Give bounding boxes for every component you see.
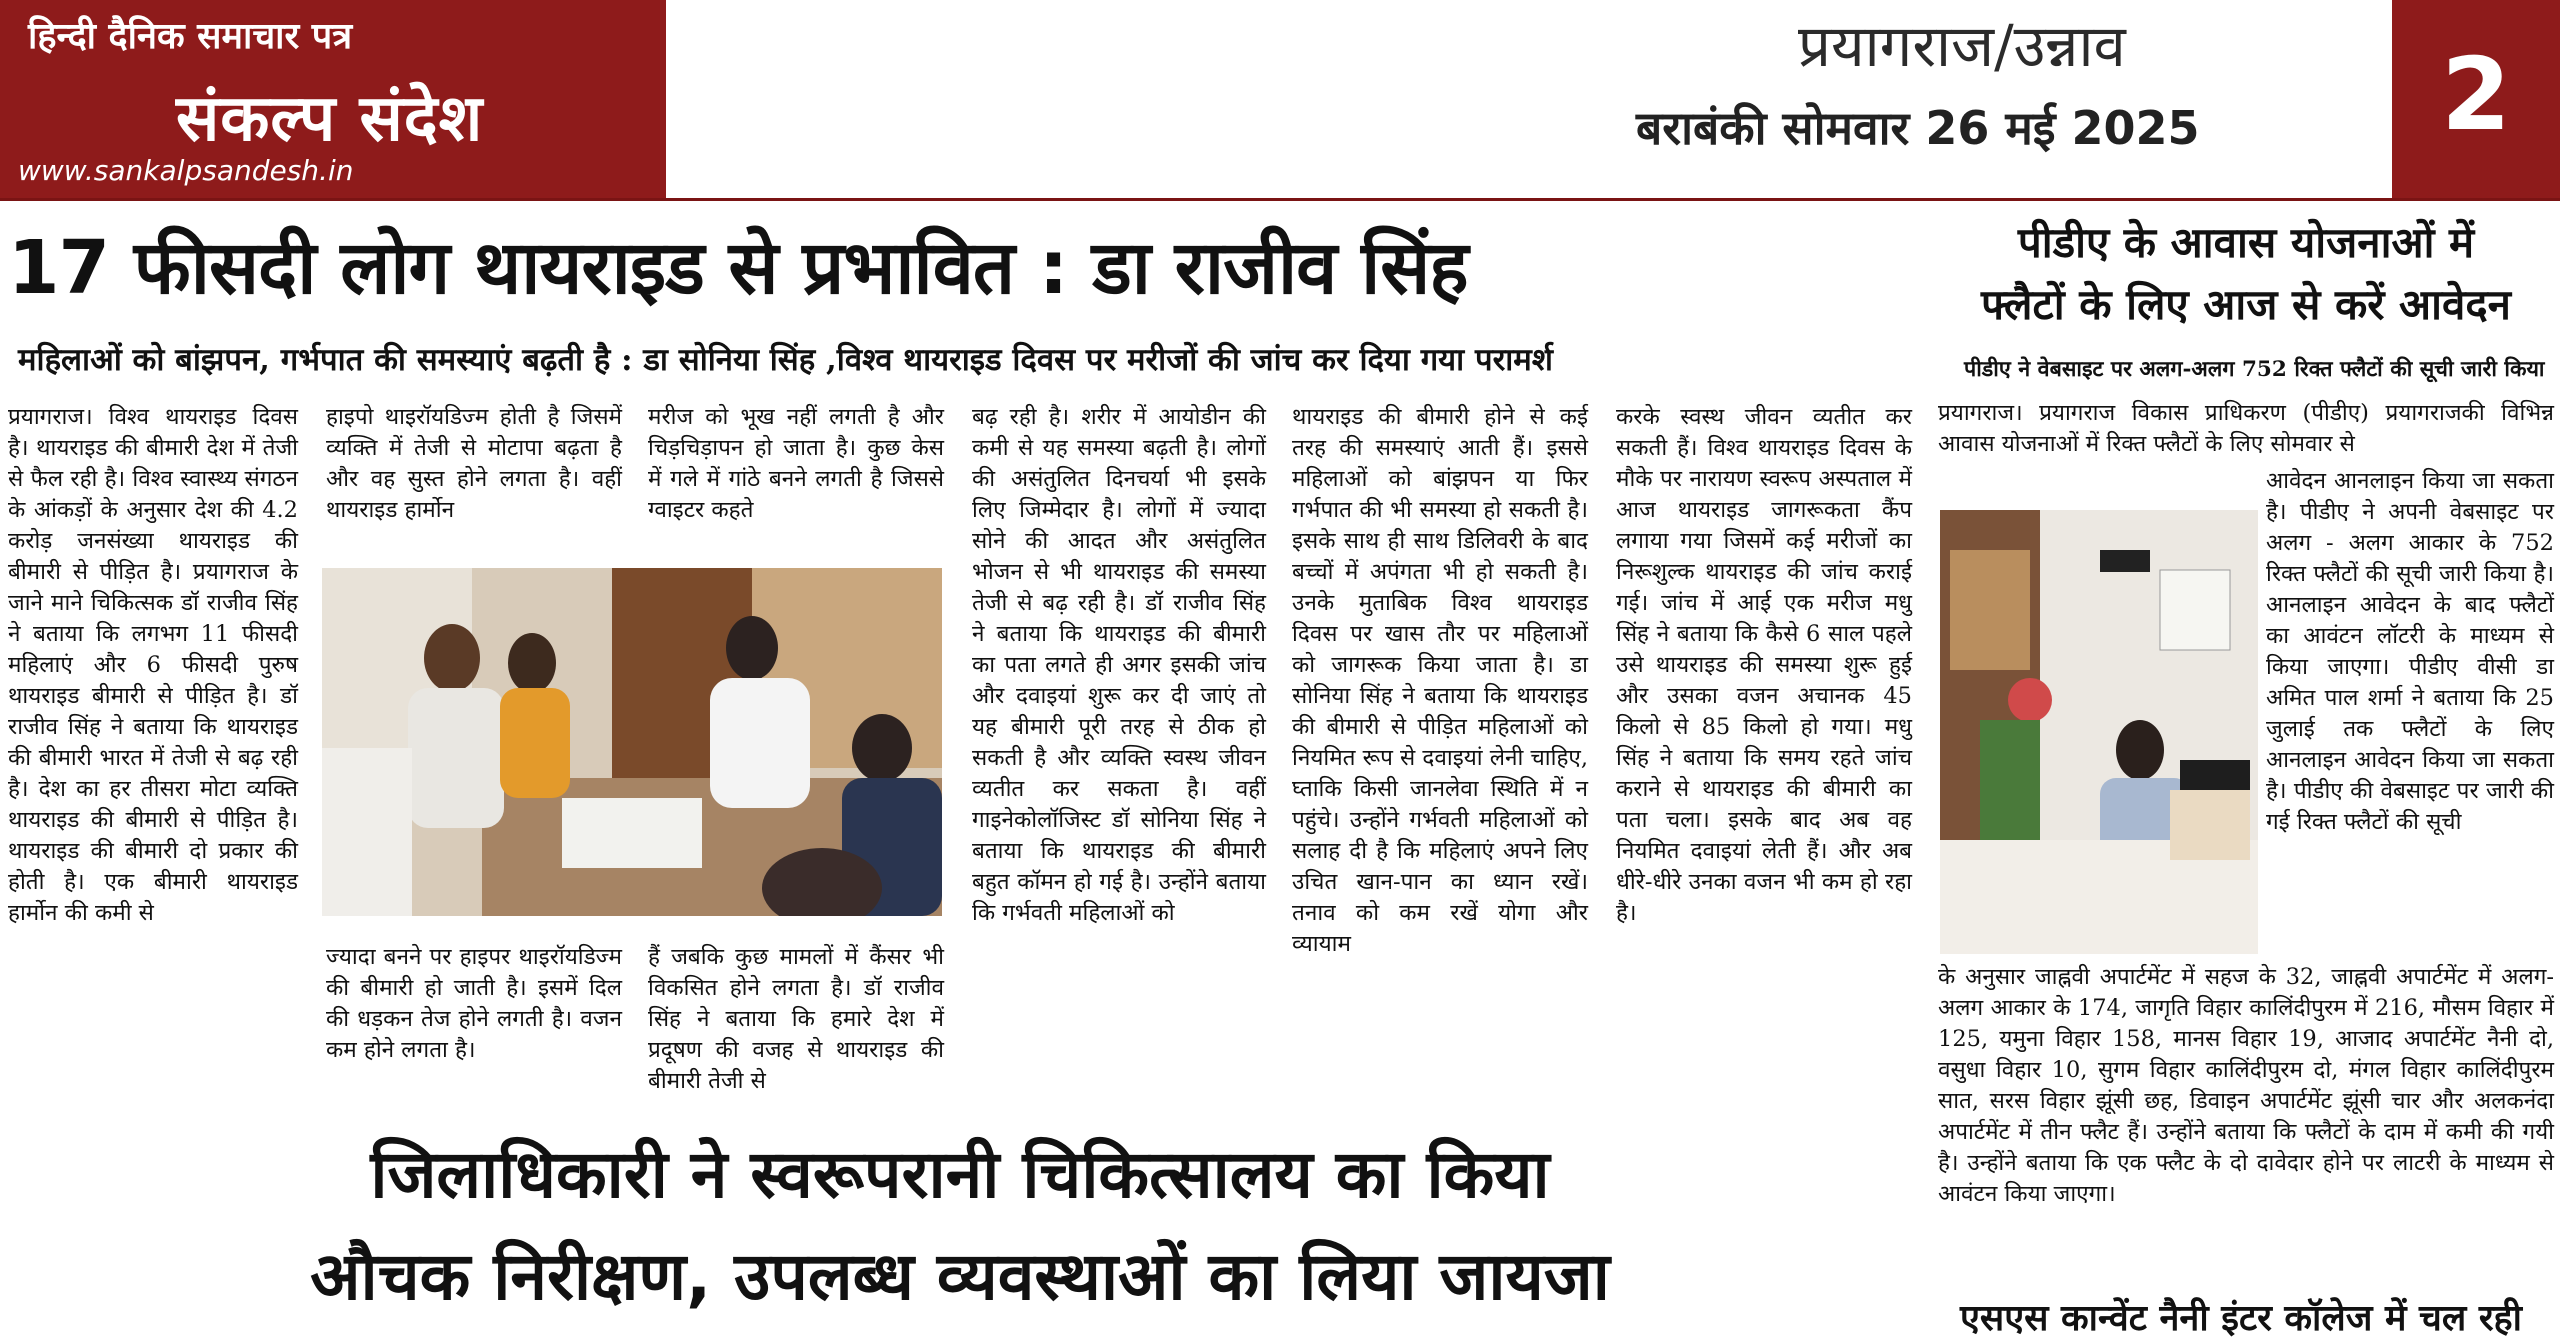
office-photo-illustration [1940, 510, 2258, 954]
next-story-headline: एसएस कान्वेंट नैनी इंटर कॉलेज में चल रही [1960, 1298, 2522, 1339]
side-subhead: पीडीए ने वेबसाइट पर अलग-अलग 752 रिक्त फ्लैटों की सूची जारी किया [1964, 357, 2545, 382]
side-headline-line-1: पीडीए के आवास योजनाओं में [2017, 218, 2475, 267]
second-headline [10, 1124, 1910, 1328]
main-subhead: महिलाओं को बांझपन, गर्भपात की समस्याएं बढ़ती है : डा सोनिया सिंह ,विश्व थायराइड दिवस पर मरीजों की जांच कर दिया गया परामर्श [18, 342, 1553, 378]
second-headline-line-2: औचक निरीक्षण, उपलब्ध व्यवस्थाओं का लिया जायजा [310, 1238, 1610, 1315]
story-column-4: बढ़ रही है। शरीर में आयोडीन की कमी से यह समस्या बढ़ती है। लोगों की असंतुलित दिनचर्या भी इसके लिए जिम्मेदार है। लोगों में ज्यादा सोने की आदत और असंतुलित भोजन से भी थायराइड की समस्या तेजी से बढ़ रही है। डॉ राजीव सिंह ने बताया कि थायराइड की बीमारी का पता लगते ही अगर इसकी जांच और दवाइयां शुरू कर दी जाएं तो यह बीमारी पूरी तरह से ठीक हो सकती है और व्यक्ति स्वस्थ जीवन व्यतीत कर सकता है। वहीं गाइनेकोलॉजिस्ट डॉ सोनिया सिंह ने बताया कि थायराइड की बीमारी बहुत कॉमन हो गई है। उन्होंने बताया कि गर्भवती महिलाओं को [972, 404, 1266, 926]
clinic-photo-illustration [322, 568, 942, 916]
story-column-3-bottom: हैं जबकि कुछ मामलों में कैंसर भी विकसित होने लगता है। डॉ राजीव सिंह ने बताया कि हमारे देश में प्रदूषण की वजह से थायराइड की बीमारी तेजी से [648, 944, 944, 1094]
page-number: 2 [2392, 0, 2560, 198]
story-column-2-top: हाइपो थाइरॉयडिज्म होती है जिसमें व्यक्ति में तेजी से मोटापा बढ़ता है और वह सुस्त होने लगता है। वहीं थायराइड हार्मोन [326, 404, 622, 523]
news-photo [322, 568, 942, 916]
website-url[interactable]: www.sankalpsandesh.in [18, 154, 354, 187]
side-headline-line-2: फ्लैटों के लिए आज से करें आवेदन [1981, 280, 2511, 329]
side-story-intro: प्रयागराज। प्रयागराज विकास प्राधिकरण (पीडीए) प्रयागराजकी विभिन्न आवास योजनाओं में रिक्त फ्लैटों के लिए सोमवार से [1938, 400, 2554, 457]
main-headline: 17 फीसदी लोग थायराइड से प्रभावित : डा राजीव सिंह [8, 225, 1468, 311]
side-news-photo [1940, 510, 2258, 954]
story-column-3-top: मरीज को भूख नहीं लगती है और चिड़चिड़ापन हो जाता है। कुछ केस में गले में गांठे बनने लगती है जिससे ग्वाइटर कहते [648, 404, 944, 523]
dateline: बराबंकी सोमवार 26 मई 2025 [1636, 101, 2200, 155]
tagline: हिन्दी दैनिक समाचार पत्र [28, 16, 353, 57]
edition-cities: प्रयागराज/उन्नाव [1798, 12, 2126, 80]
story-column-5: थायराइड की बीमारी होने से कई तरह की समस्याएं आती हैं। इससे महिलाओं को बांझपन या फिर गर्भपात की भी समस्या हो सकती है। इसके साथ ही साथ डिलिवरी के बाद बच्चों में अपंगता भी हो सकती है। उनके मुताबिक विश्व थायराइड दिवस पर खास तौर पर महिलाओं को जागरूक किया जाता है। डा सोनिया सिंह ने बताया कि थायराइड की बीमारी से पीड़ित महिलाओं को नियमित रूप से दवाइयां लेनी चाहिए, घ्ताकि किसी जानलेवा स्थिति में न पहुंचे। उन्होंने गर्भवती महिलाओं को सलाह दी है कि महिलाएं अपने लिए उचित खान-पान का ध्यान रखें। तनाव को कम रखें योगा और व्यायाम [1292, 404, 1588, 957]
masthead-divider [0, 198, 2560, 201]
story-column-1: प्रयागराज। विश्व थायराइड दिवस है। थायराइड की बीमारी देश में तेजी से फैल रही है। विश्व स्वास्थ्य संगठन के आंकड़ों के अनुसार देश की 4.2 करोड़ जनसंख्या थायराइड की बीमारी से पीड़ित है। प्रयागराज के जाने माने चिकित्सक डॉ राजीव सिंह ने बताया कि लगभग 11 फीसदी महिलाएं और 6 फीसदी पुरुष थायराइड बीमारी से पीड़ित है। डॉ राजीव सिंह ने बताया कि थायराइड की बीमारी भारत में तेजी से बढ़ रही है। देश का हर तीसरा मोटा व्यक्ति थायराइड की बीमारी से पीड़ित है। थायराइड की बीमारी दो प्रकार की होती है। एक बीमारी थायराइड हार्मोन की कमी से [8, 404, 298, 926]
side-story-continued: के अनुसार जाह्नवी अपार्टमेंट में सहज के 32, जाह्नवी अपार्टमेंट में अलग-अलग आकार के 174, जागृति विहार कालिंदीपुरम में 216, मौसम विहार में 125, यमुना विहार 158, मानस विहार 19, आजाद अपार्टमेंट नैनी दो, वसुधा विहार 10, सुगम विहार कालिंदीपुरम दो, मंगल विहार कालिंदीपुरम सात, सरस विहार झूंसी छह, डिवाइन अपार्टमेंट झूंसी चार और अलकनंदा अपार्टमेंट में तीन फ्लैट हैं। उन्होंने बताया कि फ्लैटों के दाम में कमी की गयी है। उन्होंने बताया कि एक फ्लैट के दो दावेदार होने पर लाटरी के माध्यम से आवंटन किया जाएगा। [1938, 964, 2554, 1207]
side-headline [1938, 212, 2554, 336]
story-column-6: करके स्वस्थ जीवन व्यतीत कर सकती हैं। विश्व थायराइड दिवस के मौके पर नारायण स्वरूप अस्पताल में आज थायराइड जागरूकता कैंप लगाया गया जिसमें कई मरीजों का निरूशुल्क थायराइड की जांच कराई गई। जांच में आई एक मरीज मधु सिंह ने बताया कि कैसे 6 साल पहले उसे थायराइड की समस्या शुरू हुई और उसका वजन अचानक 45 किलो से 85 किलो हो गया। मधु सिंह ने बताया कि समय रहते जांच कराने से थायराइड की बीमारी का पता चला। इसके बाद अब वह नियमित दवाइयां लेती हैं। और अब धीरे-धीरे उनका वजन भी कम हो रहा है। [1616, 404, 1912, 926]
newspaper-logo: संकल्प संदेश [176, 82, 484, 156]
brand-box [0, 0, 666, 198]
side-story-column: आवेदन आनलाइन किया जा सकता है। पीडीए ने अपनी वेबसाइट पर अलग - अलग आकार के 752 रिक्त फ्लैटों की सूची जारी किया है। आनलाइन आवेदन के बाद फ्लैटों का आवंटन लॉटरी के माध्यम से किया जाएगा। पीडीए वीसी डा अमित पाल शर्मा ने बताया कि 25 जुलाई तक फ्लैटों के लिए आनलाइन आवेदन किया जा सकता है। पीडीए की वेबसाइट पर जारी की गई रिक्त फ्लैटों की सूची [2266, 468, 2554, 835]
story-column-2-bottom: ज्यादा बनने पर हाइपर थाइरॉयडिज्म की बीमारी हो जाती है। इसमें दिल की धड़कन तेज होने लगती है। वजन कम होने लगता है। [326, 944, 622, 1063]
masthead [0, 0, 2560, 198]
second-headline-line-1: जिलाधिकारी ने स्वरूपरानी चिकित्सालय का किया [370, 1136, 1550, 1213]
